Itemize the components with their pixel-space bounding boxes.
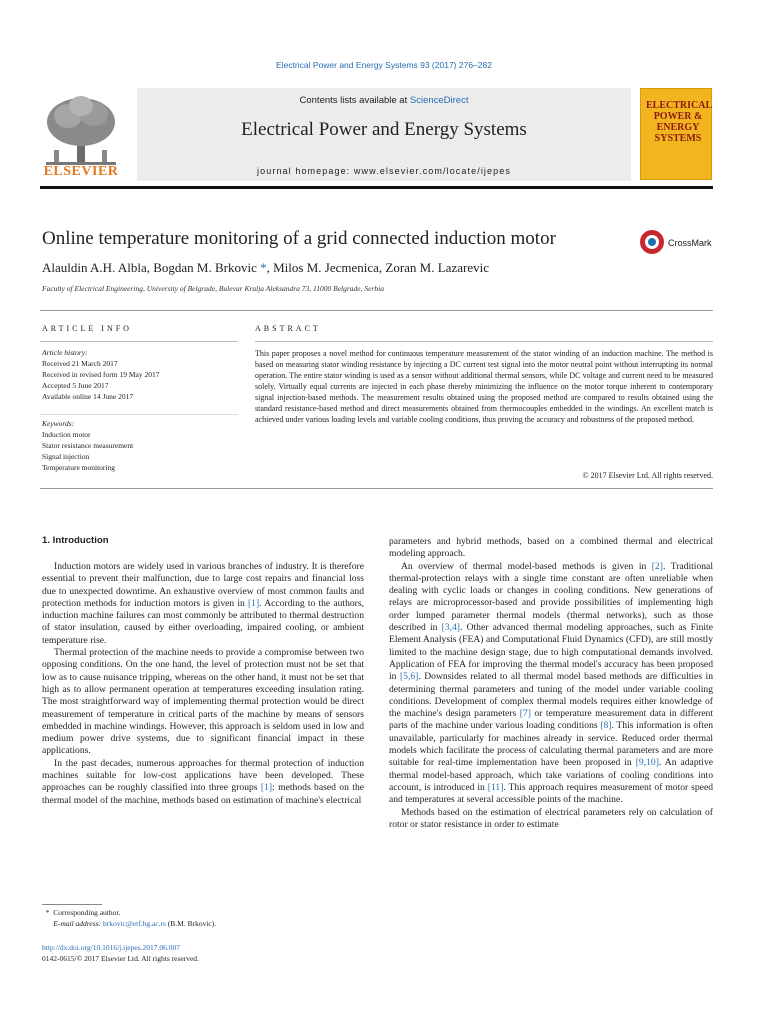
citation-link[interactable]: [8] (600, 720, 612, 732)
contents-prefix: Contents lists available at (299, 95, 410, 106)
paragraph (42, 561, 364, 647)
text-run: . This approach requires measurement of motor speed and temperatures at several accessible points of the machine. (389, 781, 713, 806)
affiliation: Faculty of Electrical Engineering, University of Belgrade, Bulevar Kralja Aleksandra 73, 11000 Belgrade, Serbia (42, 284, 384, 293)
header-divider (40, 186, 713, 189)
authors-part-2: , Milos M. Jecmenica, Zoran M. Lazarevic (266, 260, 489, 275)
text-run: An overview of thermal model-based methods is given in (401, 560, 652, 572)
footnote-mark: * (45, 908, 50, 917)
crossmark-icon-center (648, 238, 656, 246)
section-heading-introduction: 1. Introduction (42, 535, 109, 546)
journal-title: Electrical Power and Energy Systems (241, 119, 527, 140)
corresponding-author-mark[interactable]: * (256, 260, 267, 275)
footnote-text: Corresponding author. (53, 908, 121, 917)
footnote-corresponding (42, 907, 216, 918)
doi-block (42, 942, 199, 964)
section-divider (40, 488, 713, 489)
elsevier-wordmark: ELSEVIER (43, 164, 119, 179)
keywords-rule (40, 414, 238, 415)
keyword-item: Signal injection (42, 452, 90, 461)
article-info-rule (40, 341, 238, 342)
history-item: Received 21 March 2017 (42, 359, 118, 368)
footnote (42, 907, 216, 929)
citation-link[interactable]: [1] (247, 597, 260, 609)
paragraph: Methods based on the estimation of electrical parameters rely on calculation of rotor or stator resistance in order to estimate (389, 806, 713, 830)
text-run: . An adaptive thermal model-based approach, which take variations of cooling conditions into account, is introduced in (389, 757, 713, 793)
paragraph: Thermal protection of the machine needs to provide a compromise between two opposing conditions. On the one hand, the level of protection must not be set that low as to cause nuisance tripping, whereas on the other hand, it must not be set that high as to allow permanent operation at temperatures exceeding insulation rating. The most straightforward way of implementing thermal protection would be direct measurement of temperature in critical parts of the machine by means of sensors embedded in machine windings. However, this approach is seldom used in low and medium power drive systems, due to significant financial impact in these applications. (42, 647, 364, 757)
email-label: E-mail address: (53, 919, 103, 928)
article-info-heading: ARTICLE INFO (42, 324, 132, 333)
history-item: Available online 14 June 2017 (42, 392, 134, 401)
footnote-email (42, 918, 216, 929)
footnote-rule (42, 904, 102, 905)
email-suffix: (B.M. Brkovic). (165, 919, 217, 928)
text-run: . Other advanced thermal modeling approaches, such as Finite Element Analysis (FEA) and Computational Fluid Dynamics (CFD), are still mostly limited to the machine design stage, due to high computational demands involved. Application of FEA for improving the thermal model's accuracy has been proposed in (389, 622, 713, 683)
text-run: . Downsides related to all thermal model based methods are difficulties in determining thermal parameters and tuning of the model under variable cooling conditions. Development of complex thermal models requires either knowledge of the machine's design parameters (389, 671, 713, 720)
history-item: Accepted 5 June 2017 (42, 381, 109, 390)
text-run: . Traditional thermal-protection relays with a single time constant are often unreliable when dealing with cyclic loads or changes in cooling conditions. New generations of relays are microprocessor-based and provide possibilities of implementing high order lumped parameter thermal models (thermal networks), such as those described in (389, 560, 713, 634)
citation-link[interactable]: [1] (260, 782, 273, 794)
journal-cover-title: ELECTRICAL POWER & ENERGY SYSTEMS (646, 100, 713, 144)
citation-link[interactable]: [2] (651, 560, 663, 572)
text-run: . This information is often unavailable, particularly for machines already in service. Reduced order thermal models which facilitate the process of calculating thermal parameters and are more suitable for real-time implementation have been proposed in (389, 720, 713, 769)
journal-homepage[interactable]: journal homepage: www.elsevier.com/locate/ijepes (257, 166, 511, 176)
citation-link[interactable]: [5,6] (399, 671, 419, 683)
authors-part-1: Alauldin A.H. Albla, Bogdan M. Brkovic (42, 260, 257, 275)
text-run: . According to the authors, induction machine failures can most commonly be attributed to thermal destruction of stator insulation, caused by either overloading, impaired cooling, or ambient temperature rise. (42, 597, 364, 646)
author-list (42, 260, 489, 276)
keywords-list (42, 429, 133, 473)
abstract-text: This paper proposes a novel method for continuous temperature measurement of the stator winding of an induction machine. The method is based on measuring stator winding resistance by injecting a DC current test signal into the motor neutral point without interrupting its normal operation. The entire stator winding is used as a sensor without additional thermal sensors, while DC voltage and current need to be measured solely. Virtually equal currents are injected in each phase thereby minimizing the influence on the motor torque inherent to contemporary signal injection-based methods. The measurement results obtained using the proposed method are compared to results obtained using the standard resistance-based method and direct measurements obtained from thermocouples embedded in the windings. An excellent match is achieved under various loading levels and variable cooling conditions, thus proving the accuracy and robustness of the proposed method. (255, 349, 713, 424)
body-column-right (389, 536, 713, 831)
history-item: Received in revised form 19 May 2017 (42, 370, 160, 379)
contents-line (137, 95, 631, 106)
keyword-item: Stator resistance measurement (42, 441, 134, 450)
section-divider (40, 310, 713, 311)
history-label: Article history: (42, 348, 88, 357)
keyword-item: Induction motor (42, 430, 91, 439)
citation-link[interactable]: [9,10] (635, 757, 659, 769)
paragraph (389, 561, 713, 807)
citation-link[interactable]: [11] (487, 781, 504, 793)
journal-reference[interactable]: Electrical Power and Energy Systems 93 (2017) 276–282 (276, 60, 492, 70)
text-run: or temperature measurement data in different parts of the machine under various loading conditions (389, 708, 713, 732)
citation-link[interactable]: [3,4] (441, 622, 460, 634)
copyright-line: © 2017 Elsevier Ltd. All rights reserved. (582, 471, 713, 480)
keywords-label: Keywords: (42, 419, 75, 428)
text-run: In the past decades, numerous approaches for thermal protection of induction machines suitable for low-cost applications have been developed. These approaches can be roughly classified into three groups (42, 757, 364, 794)
article-history (42, 358, 159, 402)
paper-title: Online temperature monitoring of a grid connected induction motor (42, 228, 556, 249)
keyword-item: Temperature monitoring (42, 463, 115, 472)
issn-line: 0142-0615/© 2017 Elsevier Ltd. All rights reserved. (42, 954, 199, 963)
text-run: : methods based on the thermal model of the machine, methods based on estimation of machine's electrical (42, 782, 364, 806)
text-run: Induction motors are widely used in various branches of industry. It is therefore essential to prevent their malfunction, due to large cost repairs and financial loss due to unexpected downtime. An exhaustive overview of most common faults and protection methods for induction motors is given in (42, 561, 364, 609)
abstract-heading: ABSTRACT (255, 324, 321, 333)
sciencedirect-link[interactable]: ScienceDirect (409, 95, 469, 106)
body-column-left (42, 561, 364, 807)
crossmark-label[interactable]: CrossMark (668, 238, 712, 248)
email-link[interactable]: brkovic@etf.bg.ac.rs (102, 919, 166, 928)
citation-link[interactable]: [7] (519, 708, 531, 720)
paragraph (42, 758, 364, 807)
paragraph: parameters and hybrid methods, based on a combined thermal and electrical modeling approach. (389, 536, 713, 560)
doi-link[interactable]: http://dx.doi.org/10.1016/j.ijepes.2017.06.007 (42, 943, 180, 952)
abstract-rule (255, 341, 713, 342)
